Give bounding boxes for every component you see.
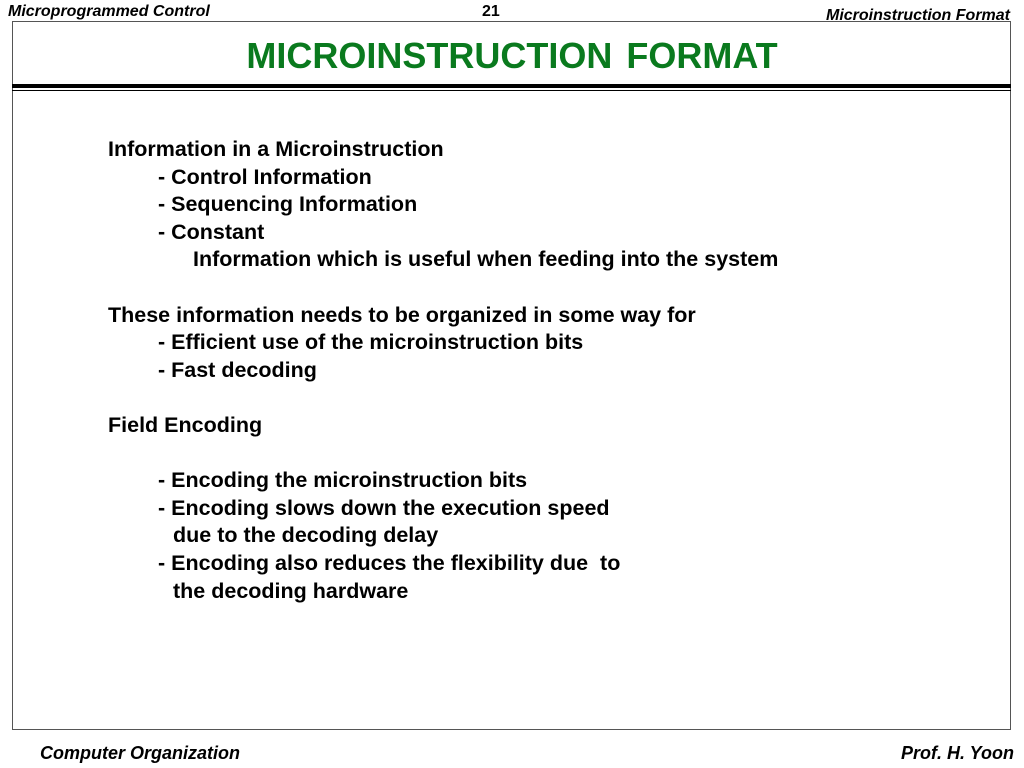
section-heading-field-encoding: Field Encoding <box>108 412 263 437</box>
list-item: - Fast decoding <box>158 357 317 382</box>
page-number: 21 <box>482 3 500 20</box>
section-heading-information: Information in a Microinstruction <box>108 137 444 161</box>
list-item: - Encoding slows down the execution speed <box>158 495 610 520</box>
list-item: - Control Information <box>158 164 372 189</box>
spacer <box>108 440 988 468</box>
footer-author: Prof. H. Yoon <box>900 743 1014 763</box>
slide-title: MICROINSTRUCTION FORMAT <box>246 35 778 76</box>
list-item-continuation: due to the decoding delay <box>173 523 439 548</box>
list-item: - Constant <box>158 219 265 244</box>
list-item: - Encoding the microinstruction bits <box>158 468 528 493</box>
slide-body <box>108 136 988 605</box>
list-item: - Encoding also reduces the flexibility due to <box>158 550 621 575</box>
header-course-section: Microprogrammed Control <box>8 3 210 20</box>
list-item-detail: Information which is useful when feeding into the system <box>193 247 779 272</box>
list-item: - Efficient use of the microinstruction bits <box>158 330 584 355</box>
spacer <box>108 274 988 302</box>
section-heading-organization: These information needs to be organized in some way for <box>108 302 696 327</box>
list-item: - Sequencing Information <box>158 192 418 217</box>
list-item-continuation: the decoding hardware <box>173 578 409 603</box>
header-topic: Microinstruction Format <box>825 7 1010 24</box>
footer-course: Computer Organization <box>40 743 241 763</box>
spacer <box>108 384 988 412</box>
title-rule-thin <box>12 90 1011 91</box>
title-rule-thick <box>12 84 1011 88</box>
